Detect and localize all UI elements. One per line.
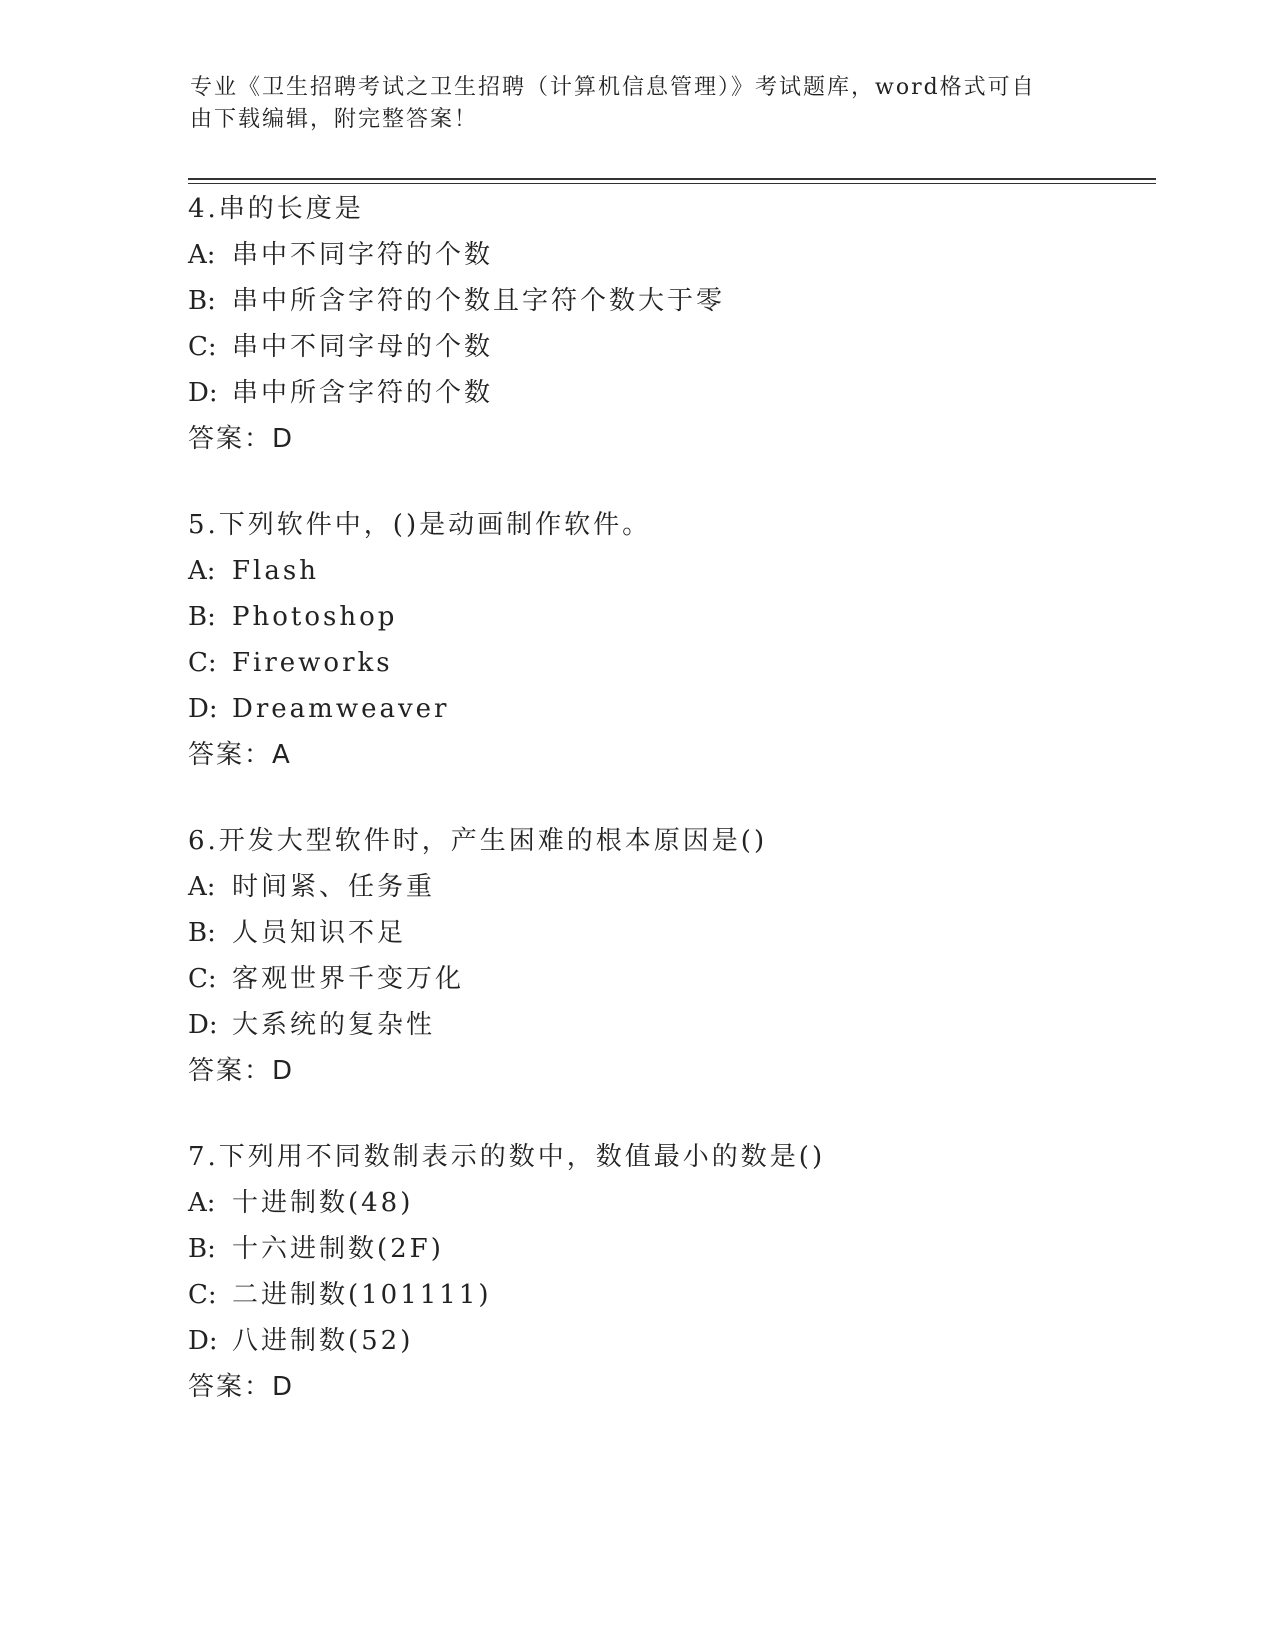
question-4 xyxy=(188,186,1148,462)
option-c xyxy=(188,956,1148,1002)
option-text: 串中所含字符的个数 xyxy=(232,378,494,408)
option-d xyxy=(188,686,1148,732)
option-text: Fireworks xyxy=(232,648,393,678)
question-stem: 7.下列用不同数制表示的数中，数值最小的数是() xyxy=(188,1142,826,1172)
question-5 xyxy=(188,502,1148,778)
option-text: Photoshop xyxy=(232,602,398,632)
option-d xyxy=(188,370,1148,416)
option-text: 串中所含字符的个数且字符个数大于零 xyxy=(232,286,726,316)
option-label: C: xyxy=(188,1280,217,1310)
document-header xyxy=(190,72,1080,136)
question-6 xyxy=(188,818,1148,1094)
header-line-1: 专业《卫生招聘考试之卫生招聘（计算机信息管理）》考试题库，word格式可自 xyxy=(190,75,1036,100)
header-divider-thin xyxy=(188,183,1156,184)
option-label: D: xyxy=(188,1326,218,1356)
option-d xyxy=(188,1318,1148,1364)
option-text: 十进制数(48) xyxy=(232,1188,414,1218)
option-text: Dreamweaver xyxy=(232,694,450,724)
answer: 答案：D xyxy=(188,1056,295,1086)
option-c xyxy=(188,640,1148,686)
option-c xyxy=(188,324,1148,370)
question-stem: 5.下列软件中，()是动画制作软件。 xyxy=(188,510,652,540)
option-label: D: xyxy=(188,694,218,724)
option-label: A: xyxy=(188,872,216,902)
option-label: A: xyxy=(188,556,216,586)
option-text: 大系统的复杂性 xyxy=(232,1010,436,1040)
option-text: 二进制数(101111) xyxy=(232,1280,492,1310)
option-a xyxy=(188,548,1148,594)
question-stem: 4.串的长度是 xyxy=(188,194,364,224)
option-text: 时间紧、任务重 xyxy=(232,872,436,902)
answer: 答案：A xyxy=(188,740,292,770)
option-b xyxy=(188,278,1148,324)
option-text: 十六进制数(2F) xyxy=(232,1234,444,1264)
header-divider-thick xyxy=(188,178,1156,180)
option-label: B: xyxy=(188,602,216,632)
option-text: 客观世界千变万化 xyxy=(232,964,465,994)
header-line-2: 由下载编辑，附完整答案！ xyxy=(190,107,479,132)
option-label: C: xyxy=(188,964,217,994)
question-stem: 6.开发大型软件时，产生困难的根本原因是() xyxy=(188,826,768,856)
option-b xyxy=(188,594,1148,640)
option-b xyxy=(188,1226,1148,1272)
answer: 答案：D xyxy=(188,424,295,454)
question-7 xyxy=(188,1134,1148,1410)
option-a xyxy=(188,864,1148,910)
option-text: 八进制数(52) xyxy=(232,1326,414,1356)
option-label: C: xyxy=(188,648,217,678)
option-text: 人员知识不足 xyxy=(232,918,407,948)
option-label: D: xyxy=(188,378,218,408)
option-text: 串中不同字母的个数 xyxy=(232,332,494,362)
option-label: D: xyxy=(188,1010,218,1040)
option-label: B: xyxy=(188,286,216,316)
option-a xyxy=(188,1180,1148,1226)
option-b xyxy=(188,910,1148,956)
option-text: Flash xyxy=(232,556,319,586)
option-d xyxy=(188,1002,1148,1048)
option-c xyxy=(188,1272,1148,1318)
option-label: B: xyxy=(188,918,216,948)
option-label: C: xyxy=(188,332,217,362)
option-label: B: xyxy=(188,1234,216,1264)
option-a xyxy=(188,232,1148,278)
option-label: A: xyxy=(188,1188,216,1218)
answer: 答案：D xyxy=(188,1372,295,1402)
option-label: A: xyxy=(188,240,216,270)
option-text: 串中不同字符的个数 xyxy=(232,240,494,270)
